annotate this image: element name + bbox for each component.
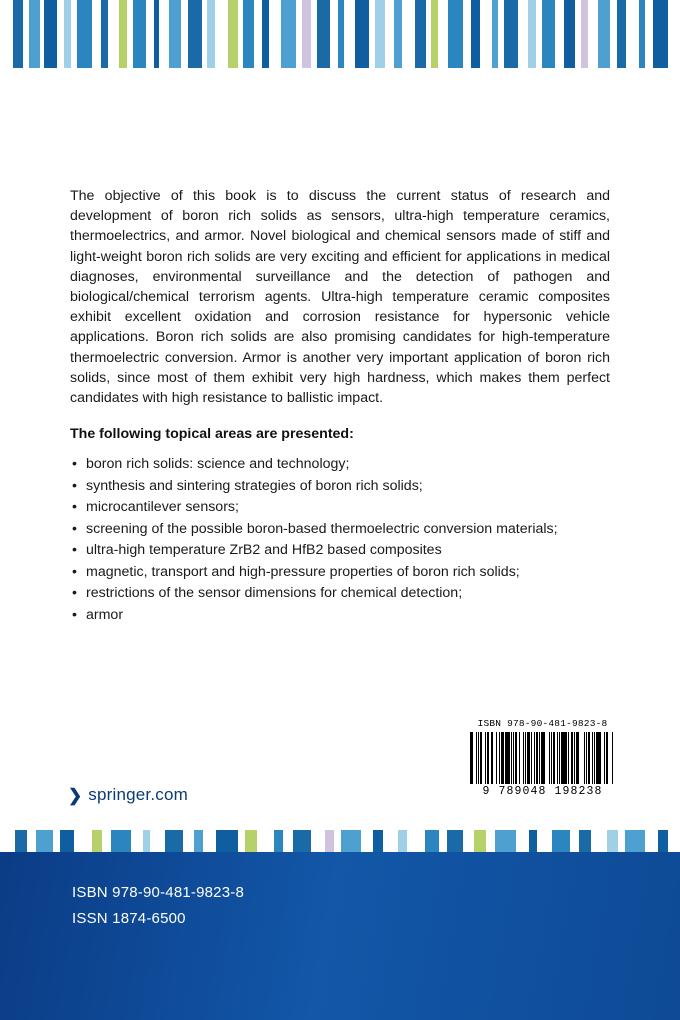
decorative-stripe — [27, 830, 36, 852]
decorative-stripe — [317, 0, 330, 68]
decorative-stripe — [369, 0, 376, 68]
decorative-stripe — [0, 0, 13, 68]
decorative-stripe — [537, 830, 552, 852]
decorative-stripe — [591, 830, 608, 852]
decorative-stripe — [44, 0, 57, 68]
decorative-stripe — [375, 0, 385, 68]
list-item: • ultra-high temperature ZrB2 and HfB2 based composites — [70, 540, 610, 562]
decorative-stripe — [311, 830, 325, 852]
decorative-stripe — [536, 0, 543, 68]
decorative-stripe — [495, 830, 516, 852]
decorative-stripe — [480, 0, 492, 68]
decorative-stripe — [529, 830, 537, 852]
decorative-stripe — [471, 0, 480, 68]
list-item: • magnetic, transport and high-pressure properties of boron rich solids; — [70, 562, 610, 584]
decorative-stripe — [668, 830, 680, 852]
decorative-stripe — [330, 0, 338, 68]
abstract-paragraph: The objective of this book is to discuss the current status of research and development of boron rich solids as sensors, ultra-high temperature ceramics, thermoelectrics, and armor. Novel biological and chemical sensors made of stiff and light-weight boron rich solids are very exciting and efficient for applications in medical diagnoses, environmental surveillance and the detection of pathogen and biological/chemical terrorism agents. Ultra-high temperature ceramic composites exhibit excellent oxidation and corrosion resistance for hypersonic vehicle applications. Boron rich solids are also promising candidates for high-temperature thermoelectric conversion. Armor is another very important application of boron rich solids, since most of them exhibit very high hardness, which makes them perfect candidates with high resistance to ballistic impact. — [70, 188, 610, 407]
decorative-stripe — [238, 830, 246, 852]
decorative-stripe — [439, 830, 447, 852]
decorative-stripe — [341, 830, 361, 852]
decorative-stripe — [146, 0, 154, 68]
decorative-stripe — [448, 0, 463, 68]
decorative-stripe — [228, 0, 238, 68]
decorative-stripe — [92, 830, 103, 852]
decorative-stripe — [447, 830, 464, 852]
decorative-stripe — [269, 0, 281, 68]
decorative-stripe — [617, 0, 626, 68]
springer-wordmark: springer.com — [88, 785, 188, 804]
decorative-stripe — [344, 0, 355, 68]
decorative-stripe — [203, 830, 217, 852]
cover-text-content — [70, 186, 610, 626]
decorative-stripe — [283, 830, 294, 852]
decorative-stripe — [385, 0, 394, 68]
decorative-stripe — [143, 830, 151, 852]
decorative-stripe — [658, 830, 667, 852]
decorative-stripe — [383, 830, 398, 852]
decorative-stripe — [64, 0, 72, 68]
decorative-stripe — [463, 830, 474, 852]
decorative-stripe — [607, 830, 618, 852]
decorative-stripe — [425, 830, 439, 852]
decorative-stripe — [111, 830, 131, 852]
chevron-right-icon: ❯ — [68, 785, 83, 805]
decorative-stripe — [15, 830, 27, 852]
top-stripe-band — [0, 0, 680, 68]
decorative-stripe — [415, 0, 426, 68]
decorative-stripe — [181, 0, 188, 68]
decorative-stripe — [293, 830, 311, 852]
list-item: • restrictions of the sensor dimensions for chemical detection; — [70, 583, 610, 605]
barcode-digits: 9 789048 198238 — [482, 785, 603, 798]
decorative-stripe — [194, 830, 203, 852]
barcode-bars — [470, 732, 615, 784]
decorative-stripe — [101, 0, 108, 68]
list-item: • microcantilever sensors; — [70, 497, 610, 519]
decorative-stripe — [243, 0, 254, 68]
decorative-stripe — [334, 830, 342, 852]
decorative-stripe — [325, 830, 334, 852]
barcode-bar — [613, 732, 615, 784]
decorative-stripe — [183, 830, 194, 852]
decorative-stripe — [618, 830, 626, 852]
decorative-stripe — [516, 830, 530, 852]
decorative-stripe — [281, 0, 296, 68]
decorative-stripe — [407, 830, 425, 852]
barcode-block — [470, 718, 615, 798]
decorative-stripe — [119, 0, 128, 68]
topics-list — [70, 454, 610, 626]
decorative-stripe — [131, 830, 143, 852]
decorative-stripe — [74, 830, 92, 852]
decorative-stripe — [394, 0, 402, 68]
decorative-stripe — [438, 0, 448, 68]
decorative-stripe — [555, 0, 564, 68]
decorative-stripe — [355, 0, 369, 68]
decorative-stripe — [579, 830, 591, 852]
decorative-stripe — [588, 0, 598, 68]
barcode-isbn-label: ISBN 978-90-481-9823-8 — [477, 718, 608, 729]
decorative-stripe — [373, 830, 384, 852]
list-item: • synthesis and sintering strategies of boron rich solids; — [70, 476, 610, 498]
decorative-stripe — [552, 830, 570, 852]
decorative-stripe — [108, 0, 119, 68]
decorative-stripe — [57, 0, 64, 68]
decorative-stripe — [165, 830, 183, 852]
decorative-stripe — [102, 830, 111, 852]
decorative-stripe — [53, 830, 61, 852]
decorative-stripe — [610, 0, 617, 68]
decorative-stripe — [36, 830, 53, 852]
list-item: • boron rich solids: science and technology; — [70, 454, 610, 476]
decorative-stripe — [92, 0, 101, 68]
decorative-stripe — [668, 0, 679, 68]
decorative-stripe — [639, 0, 646, 68]
decorative-stripe — [257, 830, 274, 852]
decorative-stripe — [598, 0, 610, 68]
decorative-stripe — [398, 830, 407, 852]
decorative-stripe — [216, 830, 237, 852]
decorative-stripe — [0, 830, 15, 852]
decorative-stripe — [133, 0, 146, 68]
decorative-stripe — [159, 0, 169, 68]
decorative-stripe — [302, 0, 311, 68]
decorative-stripe — [245, 830, 257, 852]
list-item: • screening of the possible boron-based thermoelectric conversion materials; — [70, 519, 610, 541]
decorative-stripe — [653, 0, 668, 68]
decorative-stripe — [492, 0, 499, 68]
decorative-stripe — [581, 0, 589, 68]
decorative-stripe — [474, 830, 486, 852]
decorative-stripe — [518, 0, 528, 68]
decorative-stripe — [215, 0, 228, 68]
bottom-stripe-band — [0, 830, 680, 852]
footer-issn: ISSN 1874-6500 — [72, 910, 186, 927]
decorative-stripe — [528, 0, 536, 68]
decorative-stripe — [402, 0, 415, 68]
springer-logo[interactable] — [68, 785, 188, 805]
topics-heading: The following topical areas are presented: — [70, 426, 354, 443]
decorative-stripe — [262, 0, 269, 68]
decorative-stripe — [542, 0, 555, 68]
decorative-stripe — [311, 0, 318, 68]
footer-panel — [0, 852, 680, 1020]
footer-isbn: ISBN 978-90-481-9823-8 — [72, 884, 245, 901]
decorative-stripe — [188, 0, 202, 68]
decorative-stripe — [570, 830, 579, 852]
decorative-stripe — [645, 830, 659, 852]
decorative-stripe — [625, 830, 645, 852]
decorative-stripe — [463, 0, 471, 68]
decorative-stripe — [60, 830, 74, 852]
decorative-stripe — [504, 0, 518, 68]
decorative-stripe — [13, 0, 23, 68]
decorative-stripe — [431, 0, 438, 68]
decorative-stripe — [254, 0, 263, 68]
decorative-stripe — [150, 830, 165, 852]
decorative-stripe — [169, 0, 181, 68]
decorative-stripe — [645, 0, 653, 68]
list-item: • armor — [70, 605, 610, 627]
decorative-stripe — [564, 0, 575, 68]
decorative-stripe — [29, 0, 40, 68]
decorative-stripe — [361, 830, 373, 852]
decorative-stripe — [207, 0, 215, 68]
decorative-stripe — [626, 0, 639, 68]
decorative-stripe — [77, 0, 92, 68]
decorative-stripe — [486, 830, 495, 852]
decorative-stripe — [274, 830, 283, 852]
